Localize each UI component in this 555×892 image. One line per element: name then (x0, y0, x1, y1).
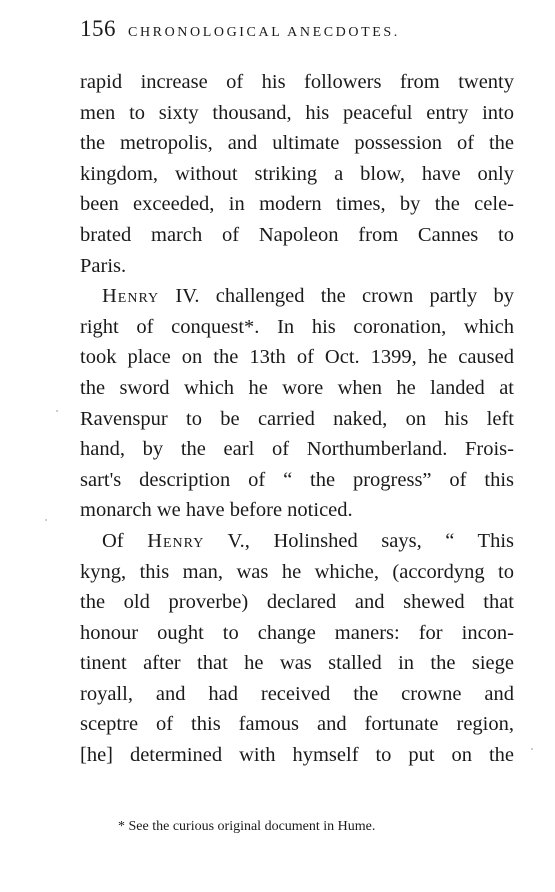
text-run: V., Holinshed says, “ This (204, 529, 514, 552)
smallcaps-name: Henry (102, 285, 160, 308)
text-line: kingdom, without striking a blow, have only (80, 162, 514, 185)
text-line: men to sixty thousand, his peaceful entry into (80, 101, 514, 124)
text-line: the old proverbe) declared and shewed that (80, 591, 514, 614)
text-line (80, 526, 514, 557)
text-line: Ravenspur to be carried naked, on his left (80, 407, 514, 430)
text-line: brated march of Napoleon from Cannes to (80, 223, 514, 246)
text-line: the metropolis, and ultimate possession of the (80, 132, 514, 155)
paragraph (80, 67, 514, 281)
text-line (80, 281, 514, 312)
running-head: CHRONOLOGICAL ANECDOTES. (128, 25, 400, 40)
paper-speck (45, 519, 47, 521)
text-line: sceptre of this famous and fortunate region, (80, 713, 514, 736)
text-line: the sword which he wore when he landed at (80, 376, 514, 399)
text-line: kyng, this man, was he whiche, (accordyng to (80, 560, 514, 583)
text-line: Paris. (80, 254, 127, 277)
text-line: rapid increase of his followers from twenty (80, 71, 514, 93)
text-line: hand, by the earl of Northumberland. Frois- (80, 438, 514, 461)
text-line: monarch we have before noticed. (80, 499, 353, 522)
text-line: sart's description of “ the progress” of this (80, 468, 514, 491)
page-number: 156 (80, 16, 116, 41)
text-line: [he] determined with hymself to put on the (80, 744, 514, 767)
text-line: honour ought to change maners: for incon- (80, 621, 514, 644)
text-line: been exceeded, in modern times, by the cele- (80, 193, 514, 216)
text-run: Of (102, 529, 148, 552)
text-run: IV. challenged the crown partly by (159, 285, 514, 308)
text-line: tinent after that he was stalled in the siege (80, 652, 514, 675)
footnote: * See the curious original document in Hume. (118, 819, 376, 834)
smallcaps-name: Henry (147, 529, 205, 552)
text-line: right of conquest*. In his coronation, which (80, 315, 514, 338)
paper-speck (56, 410, 58, 412)
paper-speck (531, 748, 533, 750)
body-text (80, 67, 514, 771)
text-line: took place on the 13th of Oct. 1399, he caused (80, 346, 514, 369)
page-header (80, 16, 520, 50)
text-line: royall, and had received the crowne and (80, 682, 514, 705)
paragraph (80, 526, 514, 771)
paragraph (80, 281, 514, 526)
